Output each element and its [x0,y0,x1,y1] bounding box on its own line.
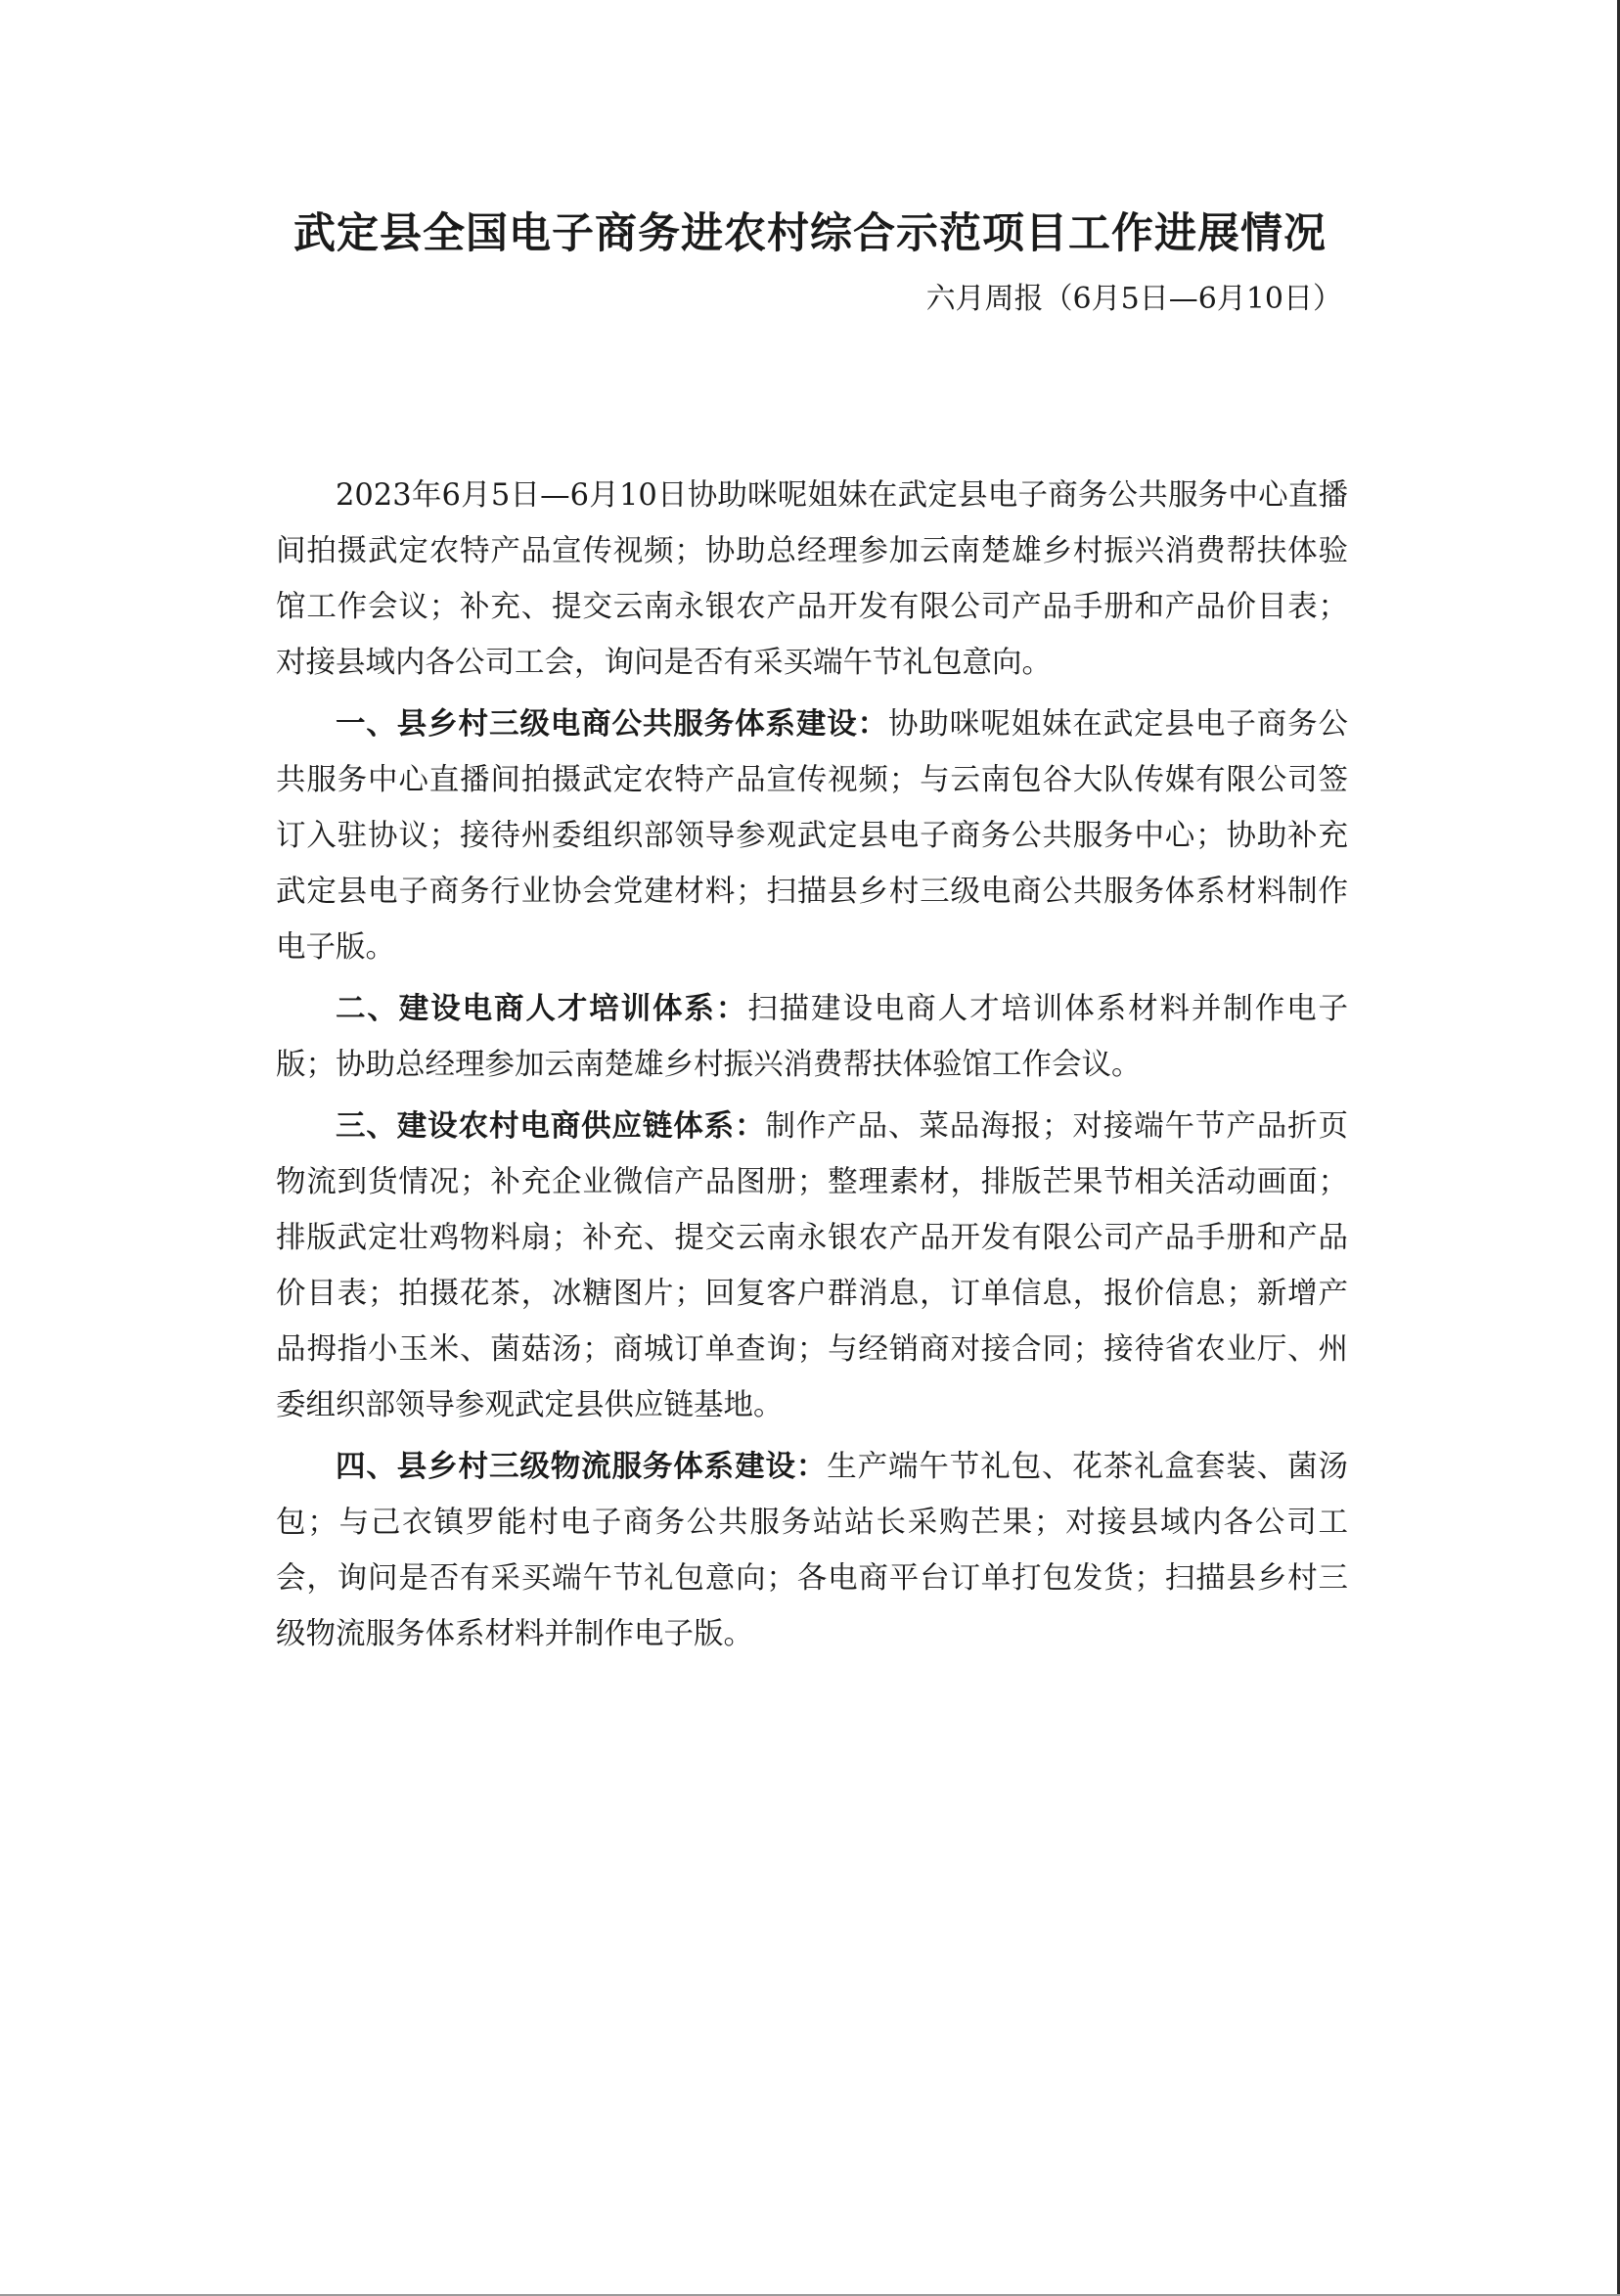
section-heading: 四、县乡村三级物流服务体系建设： [336,1450,828,1484]
section-paragraph [276,697,1348,975]
section-paragraph [276,1439,1348,1662]
document-body [276,468,1348,1668]
section-heading: 一、县乡村三级电商公共服务体系建设： [336,707,889,742]
document-title: 武定县全国电子商务进农村综合示范项目工作进展情况 [293,209,1327,258]
document-subtitle: 六月周报（6月5日—6月10日） [925,282,1342,316]
section-heading: 二、建设电商人才培训体系： [336,992,748,1026]
section-text: 扫描建设电商人才培训体系材料并制作电子版；协助总经理参加云南楚雄乡村振兴消费帮扶体验馆工作会议。 [276,992,1349,1082]
section-text: 协助咪呢姐妹在武定县电子商务公共服务中心直播间拍摄武定农特产品宣传视频；与云南包谷大队传媒有限公司签订入驻协议；接待州委组织部领导参观武定县电子商务公共服务中心；协助补充武定县电子商务行业协会党建材料；扫描县乡村三级电商公共服务体系材料制作电子版。 [276,707,1348,965]
section-text: 生产端午节礼包、花茶礼盒套装、菌汤包；与己衣镇罗能村电子商务公共服务站站长采购芒果；对接县域内各公司工会，询问是否有采买端午节礼包意向；各电商平台订单打包发货；扫描县乡村三级物流服务体系材料并制作电子版。 [276,1450,1348,1651]
section-heading: 三、建设农村电商供应链体系： [336,1109,766,1144]
section-paragraph [276,981,1348,1093]
intro-paragraph: 2023年6月5日—6月10日协助咪呢姐妹在武定县电子商务公共服务中心直播间拍摄武定农特产品宣传视频；协助总经理参加云南楚雄乡村振兴消费帮扶体验馆工作会议；补充、提交云南永银农产品开发有限公司产品手册和产品价目表；对接县域内各公司工会，询问是否有采买端午节礼包意向。 [276,478,1348,680]
section-text: 制作产品、菜品海报；对接端午节产品折页物流到货情况；补充企业微信产品图册；整理素材，排版芒果节相关活动画面；排版武定壮鸡物料扇；补充、提交云南永银农产品开发有限公司产品手册和产品价目表；拍摄花茶，冰糖图片；回复客户群消息，订单信息，报价信息；新增产品拇指小玉米、菌菇汤；商城订单查询；与经销商对接合同；接待省农业厅、州委组织部领导参观武定县供应链基地。 [276,1109,1348,1422]
section-paragraph [276,1099,1348,1433]
